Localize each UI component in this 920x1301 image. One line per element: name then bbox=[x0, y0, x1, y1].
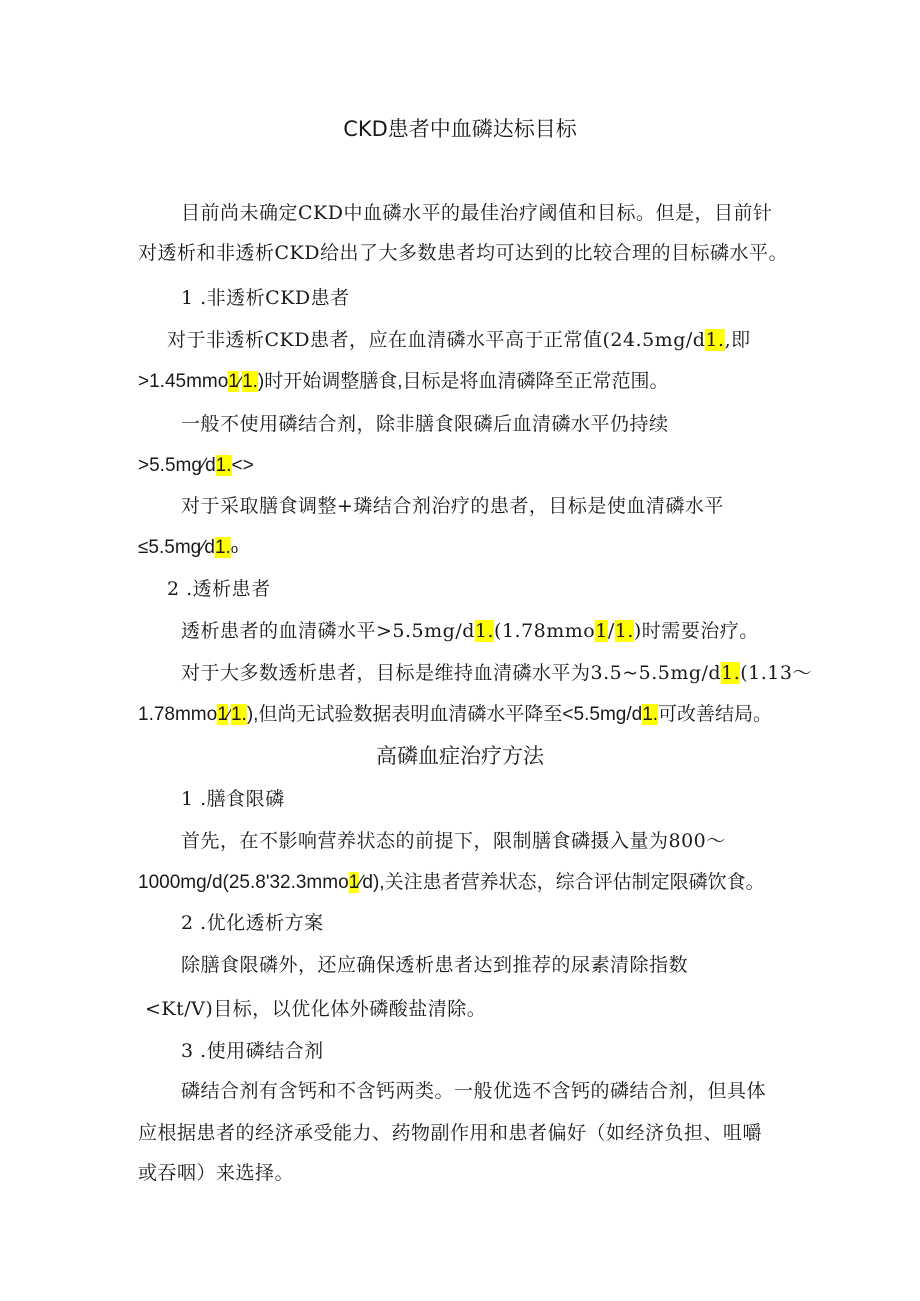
text-run: 对于大多数透析患者，目标是维持血清磷水平为3.5~5.5mg/d bbox=[181, 662, 722, 684]
highlight-mark: 1. bbox=[215, 455, 232, 476]
subsection-heading-non-dialysis: 1 .非透析CKD患者 bbox=[181, 287, 350, 309]
text-run: >1.45mmo bbox=[138, 371, 229, 392]
paragraph-line: 首先，在不影响营养状态的前提下，限制膳食磷摄入量为800～ bbox=[181, 830, 726, 852]
paragraph-line: 除膳食限磷外，还应确保透析患者达到推荐的尿素清除指数 bbox=[181, 954, 689, 976]
text-run: <> bbox=[231, 455, 254, 476]
highlight-mark: 1 bbox=[595, 620, 608, 642]
text-run: ∕d),关注患者营养状态，综合评估制定限磷饮食。 bbox=[359, 872, 765, 893]
paragraph-line bbox=[138, 535, 238, 562]
highlight-mark: 1. bbox=[642, 704, 659, 725]
paragraph-line bbox=[138, 369, 669, 395]
text-run: )时需要治疗。 bbox=[633, 620, 759, 642]
text-run: ≤5.5mg∕d bbox=[138, 537, 215, 558]
section-title-phosphorus-target: CKD患者中血磷达标目标 bbox=[343, 117, 577, 141]
paragraph-line: 一般不使用磷结合剂，除非膳食限磷后血清磷水平仍持续 bbox=[181, 413, 669, 435]
highlight-mark: 1 bbox=[228, 371, 239, 392]
paragraph-line bbox=[181, 618, 759, 644]
text-run: o bbox=[230, 541, 239, 556]
text-run: 对于非透析CKD患者，应在血清磷水平高于正常值(24.5mg∕d bbox=[167, 329, 706, 351]
subsection-heading-dialysis: 2 .透析患者 bbox=[167, 578, 271, 600]
highlight-mark: 1. bbox=[614, 620, 634, 642]
text-run: ),但尚无试验数据表明血清磷水平降至<5.5mg/d bbox=[246, 704, 643, 725]
highlight-mark: 1. bbox=[474, 620, 495, 642]
highlight-mark: 1. bbox=[214, 537, 231, 558]
subsection-heading-binders: 3 .使用磷结合剂 bbox=[181, 1040, 324, 1062]
text-run: )时开始调整膳食,目标是将血清磷降至正常范围。 bbox=[257, 371, 669, 392]
text-run: 1.78mmo bbox=[138, 704, 218, 725]
text-run: ,即 bbox=[724, 329, 751, 351]
paragraph-line: 或吞咽）来选择。 bbox=[138, 1162, 295, 1184]
text-run: ∕ bbox=[607, 620, 615, 642]
paragraph-line bbox=[181, 660, 812, 686]
subsection-heading-diet: 1 .膳食限磷 bbox=[181, 788, 285, 810]
paragraph-line: 应根据患者的经济承受能力、药物副作用和患者偏好（如经济负担、咀嚼 bbox=[138, 1122, 763, 1144]
paragraph-line: 磷结合剂有含钙和不含钙两类。一般优选不含钙的磷结合剂，但具体 bbox=[181, 1080, 767, 1102]
text-run: 可改善结局。 bbox=[658, 704, 773, 725]
intro-line-2: 对透析和非透析CKD给出了大多数患者均可达到的比较合理的目标磷水平。 bbox=[138, 242, 788, 264]
subsection-heading-dialysis-plan: 2 .优化透析方案 bbox=[181, 912, 324, 934]
paragraph-line bbox=[138, 702, 772, 728]
highlight-mark: 1. bbox=[721, 662, 741, 684]
text-run: 1000mg/d(25.8'32.3mmo bbox=[138, 872, 349, 893]
highlight-mark: 1. bbox=[230, 704, 247, 725]
text-run: 透析患者的血清磷水平>5.5mg/d bbox=[181, 620, 475, 642]
paragraph-line: 对于采取膳食调整+璘结合剂治疗的患者，目标是使血清磷水平 bbox=[181, 495, 724, 517]
text-run: (1.13～ bbox=[740, 662, 812, 684]
paragraph-line bbox=[138, 870, 765, 896]
text-run: ∕ bbox=[227, 704, 231, 725]
text-run: ∕ bbox=[238, 371, 243, 392]
intro-line-1: 目前尚未确定CKD中血磷水平的最佳治疗阈值和目标。但是，目前针 bbox=[181, 202, 773, 224]
paragraph-line bbox=[167, 327, 751, 353]
paragraph-line bbox=[138, 453, 254, 479]
text-run: >5.5mg∕d bbox=[138, 455, 216, 476]
highlight-mark: 1. bbox=[242, 371, 258, 392]
section-title-treatment: 高磷血症治疗方法 bbox=[376, 744, 544, 768]
highlight-mark: 1 bbox=[348, 872, 360, 893]
highlight-mark: 1. bbox=[705, 329, 725, 351]
paragraph-line: <Kt∕V)目标，以优化体外磷酸盐清除。 bbox=[145, 998, 487, 1020]
highlight-mark: 1 bbox=[217, 704, 228, 725]
text-run: (1.78mmo bbox=[494, 620, 596, 642]
